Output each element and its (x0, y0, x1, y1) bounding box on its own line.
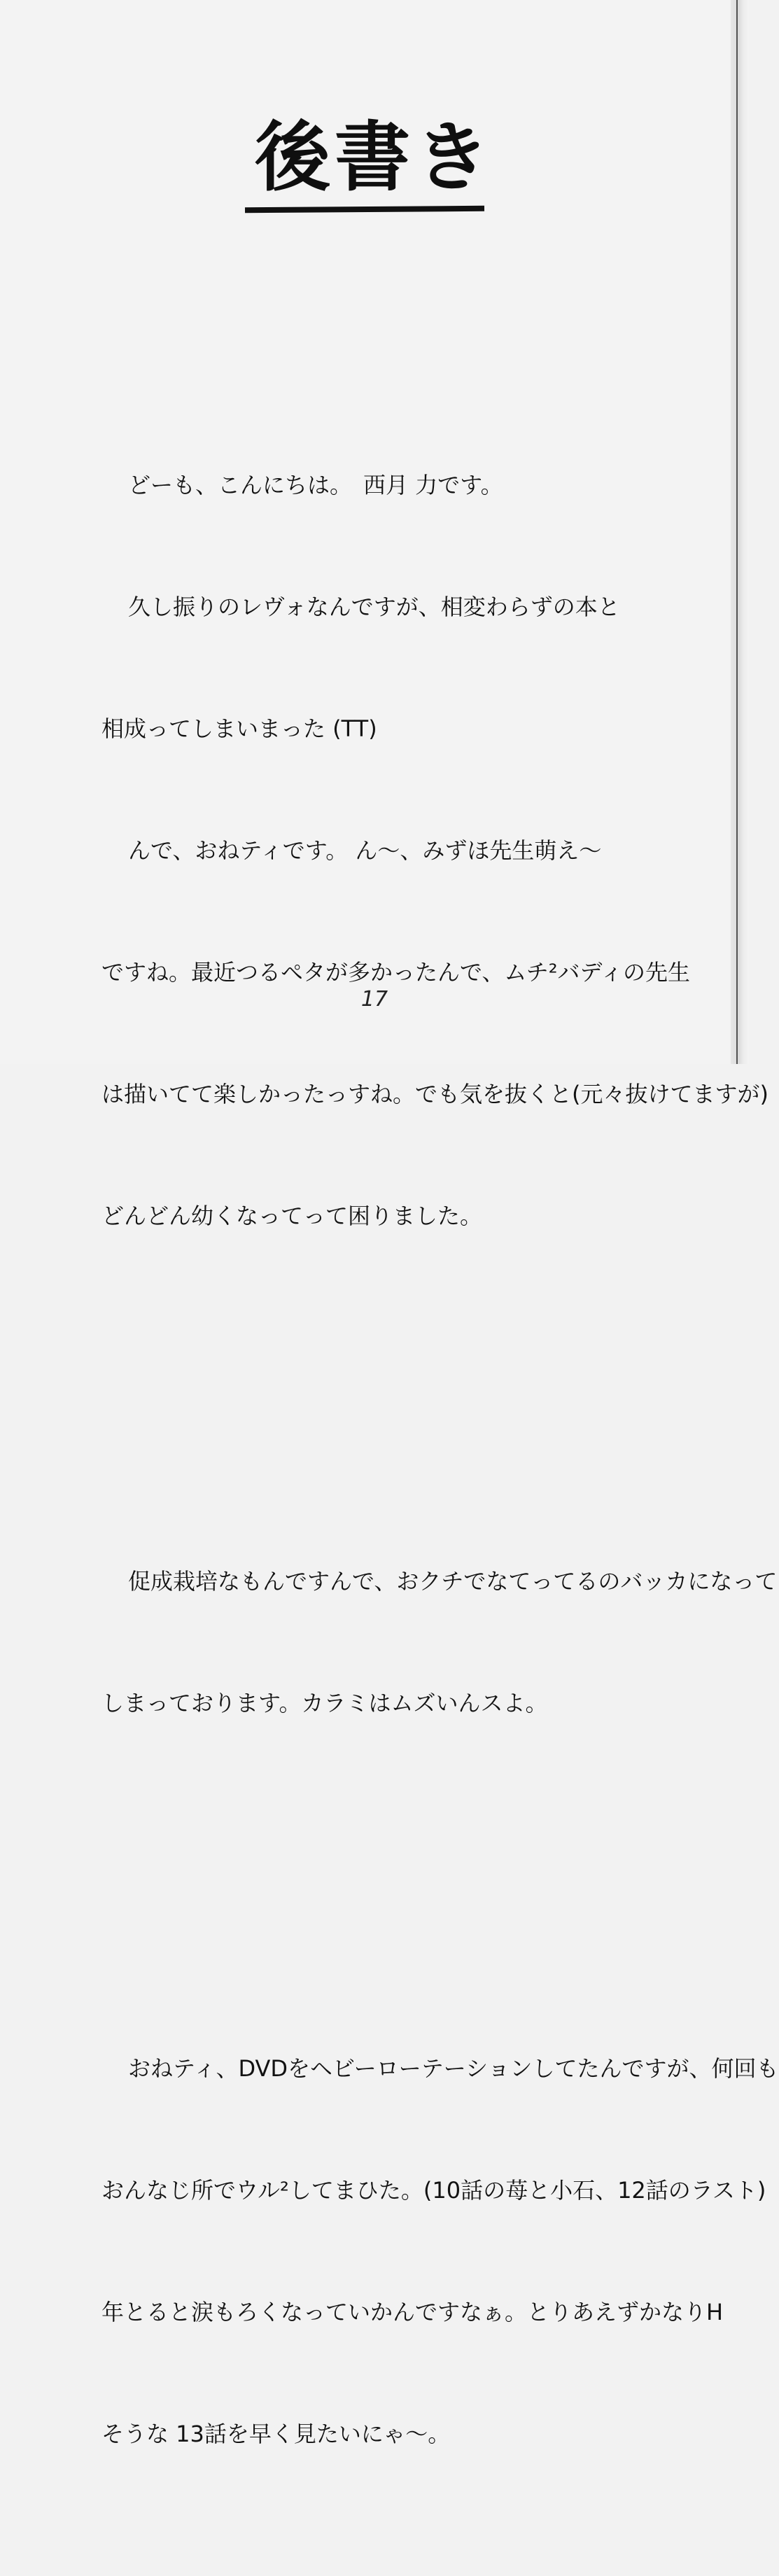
paragraph-2 (101, 1480, 778, 1805)
text-line: そうな 13話を早く見たいにゃ～。 (101, 2421, 451, 2447)
text-line: しまっております。カラミはムズいんスよ。 (101, 1690, 548, 1716)
text-line: 年とると涙もろくなっていかんですなぁ。とりあえずかなりH (101, 2299, 724, 2325)
paragraph-3 (101, 1967, 779, 2535)
text-line: 久し振りのレヴォなんですが、相変わらずの本と (128, 594, 620, 620)
text-line: は描いてて楽しかったっすね。でも気を抜くと(元々抜けてますが) (101, 1081, 769, 1107)
text-line: 促成栽培なもんですんで、おクチでなてってるのバッカになって (128, 1568, 778, 1595)
text-line: どーも、こんにちは。 西月 力です。 (128, 472, 503, 498)
text-line: んで、おねティです。 ん～、みずほ先生萌え～ (128, 837, 602, 864)
paragraph-1 (101, 384, 769, 1317)
text-line: おねティ、DVDをヘビーローテーションしてたんですが、何回も (128, 2055, 779, 2082)
page-binding-edge (731, 0, 749, 1064)
page-edge-line (736, 0, 738, 1064)
text-line: ですね。最近つるペタが多かったんで、ムチ²バディの先生 (101, 959, 690, 986)
afterword-body (101, 302, 779, 2576)
text-line: どんどん幼くなってって困りました。 (101, 1203, 483, 1229)
text-line: 相成ってしまいまった (TT) (101, 715, 377, 742)
page-number: 17 (360, 987, 388, 1011)
text-line: おんなじ所でウル²してまひた。(10話の苺と小石、12話のラスト) (101, 2177, 766, 2204)
page-title: 後書き (254, 114, 494, 202)
